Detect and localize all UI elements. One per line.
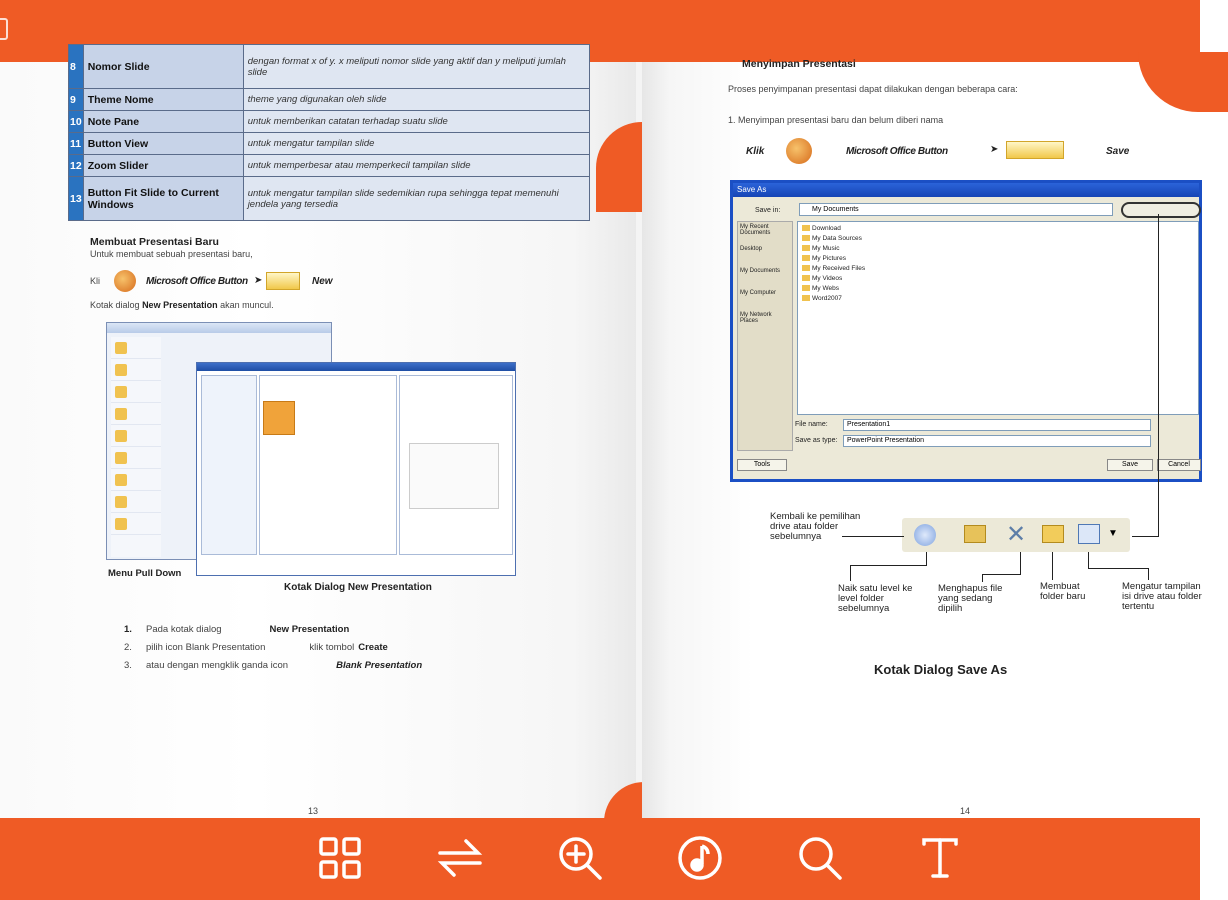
table-cell-name: Nomor Slide	[83, 45, 243, 89]
menu-item	[111, 491, 161, 513]
bottom-toolbar	[0, 818, 1200, 900]
left-page[interactable]	[0, 55, 636, 818]
connector-line	[1020, 552, 1021, 574]
place-item[interactable]: My Recent Documents	[740, 224, 771, 236]
page-number: 13	[308, 806, 319, 816]
step-item: 1. Pada kotak dialog New Presentation	[124, 624, 350, 635]
folder-item[interactable]: My Music	[802, 244, 1194, 254]
up-folder-icon	[964, 525, 986, 543]
save-in-label: Save in:	[755, 207, 781, 214]
section-title: Menyimpan Presentasi	[742, 58, 856, 70]
delete-icon: ✕	[1006, 521, 1027, 548]
cancel-button[interactable]: Cancel	[1157, 459, 1201, 471]
menu-item	[111, 425, 161, 447]
callout-newfolder: Membuat folder baru	[1040, 581, 1086, 602]
table-cell-name: Theme Nome	[83, 89, 243, 111]
caption-menu: Menu Pull Down	[108, 568, 182, 579]
file-name-field[interactable]: Presentation1	[843, 419, 1151, 431]
instruction-row	[90, 270, 350, 294]
callout-back: Kembali ke pemilihan drive atau folder sebelumnya	[770, 511, 861, 542]
search-icon	[796, 834, 844, 882]
section-title: Membuat Presentasi Baru	[90, 236, 219, 248]
connector-line	[982, 574, 1021, 575]
table-row	[69, 89, 590, 111]
folder-item[interactable]: My Data Sources	[802, 234, 1194, 244]
flipbook	[0, 55, 1202, 818]
zoom-in-icon	[556, 834, 604, 882]
new-button-icon	[266, 272, 300, 290]
folder-icon	[802, 295, 810, 301]
tools-button[interactable]: Tools	[737, 459, 787, 471]
office-button-icon	[114, 270, 136, 292]
menu-item	[111, 513, 161, 535]
office-button-label: Microsoft Office Button	[846, 146, 948, 157]
page-decoration	[596, 122, 642, 212]
back-icon	[914, 524, 936, 546]
klik-label: Kli	[90, 276, 101, 286]
folder-item[interactable]: Word2007	[802, 294, 1194, 304]
save-in-select[interactable]: My Documents	[799, 203, 1113, 216]
connector-line	[1088, 568, 1148, 569]
arrow-icon: ➤	[254, 275, 263, 286]
menu-item	[111, 469, 161, 491]
caption-dialog: Kotak Dialog New Presentation	[284, 582, 432, 593]
connector-line	[1158, 214, 1159, 536]
callout-views: Mengatur tampilan isi drive atau folder tertentu	[1122, 581, 1202, 612]
chevron-down-icon: ▼	[1108, 528, 1118, 539]
table-cell-name: Zoom Slider	[83, 155, 243, 177]
table-cell-name: Button View	[83, 133, 243, 155]
table-cell-desc: dengan format x of y. x meliputi nomor slide yang aktif dan y meliputi jumlah slide	[243, 45, 589, 89]
dialog-text: Kotak dialog New Presentation akan muncul.	[90, 300, 274, 310]
table-cell-desc: untuk memberikan catatan terhadap suatu slide	[243, 111, 589, 133]
menu-item	[111, 337, 161, 359]
menu-item	[111, 447, 161, 469]
page-decoration	[1138, 52, 1228, 112]
connector-line	[842, 536, 904, 537]
table-cell-num: 9	[69, 89, 84, 111]
connector-line	[1052, 552, 1053, 580]
save-type-label: Save as type:	[795, 437, 838, 444]
folder-icon	[802, 235, 810, 241]
table-row	[69, 45, 590, 89]
table-cell-num: 8	[69, 45, 84, 89]
menu-item	[111, 359, 161, 381]
folder-icon	[802, 225, 810, 231]
page-decoration	[604, 782, 644, 822]
table-row	[69, 133, 590, 155]
table-cell-desc: theme yang digunakan oleh slide	[243, 89, 589, 111]
app-logo-icon[interactable]	[0, 18, 8, 40]
feature-table	[68, 44, 590, 221]
table-cell-num: 10	[69, 111, 84, 133]
music-button[interactable]	[674, 832, 726, 884]
table-cell-desc: untuk memperbesar atau memperkecil tampilan slide	[243, 155, 589, 177]
table-cell-name: Button Fit Slide to Current Windows	[83, 177, 243, 221]
place-item[interactable]: Desktop	[740, 246, 763, 252]
step-item: 3. atau dengan mengklik ganda icon Blank Presentation	[124, 660, 423, 671]
table-row	[69, 155, 590, 177]
save-type-select[interactable]: PowerPoint Presentation	[843, 435, 1151, 447]
save-label: Save	[1106, 146, 1130, 157]
dialog-toolbar	[1121, 202, 1201, 218]
folder-icon	[802, 245, 810, 251]
office-button-label: Microsoft Office Button	[146, 276, 248, 287]
page-flip-icon	[436, 835, 484, 881]
table-cell-num: 13	[69, 177, 84, 221]
connector-line	[1088, 552, 1089, 568]
connector-line	[850, 565, 927, 566]
zoom-in-button[interactable]	[554, 832, 606, 884]
zoomed-toolbar	[902, 518, 1130, 552]
klik-label: Klik	[746, 146, 765, 157]
search-button[interactable]	[794, 832, 846, 884]
folder-item[interactable]: My Videos	[802, 274, 1194, 284]
callout-delete: Menghapus file yang sedang dipilih	[938, 583, 1003, 614]
folder-icon	[802, 265, 810, 271]
page-flip-button[interactable]	[434, 832, 486, 884]
page-number: 14	[960, 806, 971, 816]
folder-icon	[802, 275, 810, 281]
place-item[interactable]: My Network Places	[740, 312, 772, 324]
callout-up: Naik satu level ke level folder sebelumnya	[838, 583, 913, 614]
intro-text: Untuk membuat sebuah presentasi baru,	[90, 249, 253, 259]
connector-line	[1132, 536, 1159, 537]
table-cell-num: 12	[69, 155, 84, 177]
folder-icon	[802, 255, 810, 261]
new-label: New	[312, 276, 333, 287]
arrow-icon: ➤	[990, 144, 999, 155]
caption-save-as: Kotak Dialog Save As	[874, 662, 1008, 677]
connector-line	[1148, 568, 1149, 580]
connector-line	[850, 565, 851, 581]
menu-item	[111, 403, 161, 425]
right-page[interactable]	[642, 58, 1202, 818]
save-button-icon	[1006, 141, 1064, 159]
save-button[interactable]: Save	[1107, 459, 1153, 471]
place-item[interactable]: My Documents	[740, 268, 781, 274]
table-row	[69, 177, 590, 221]
place-item[interactable]: My Computer	[740, 290, 777, 296]
file-name-label: File name:	[795, 421, 828, 428]
instruction-row	[746, 138, 1146, 164]
music-icon	[676, 834, 724, 882]
views-icon	[1078, 524, 1100, 544]
steps-list	[124, 624, 504, 678]
table-cell-name: Note Pane	[83, 111, 243, 133]
table-cell-num: 11	[69, 133, 84, 155]
folder-item[interactable]: My Webs	[802, 284, 1194, 294]
office-button-icon	[786, 138, 812, 164]
new-folder-icon	[1042, 525, 1064, 543]
folder-icon	[802, 285, 810, 291]
intro-text: Proses penyimpanan presentasi dapat dilakukan dengan beberapa cara:	[728, 84, 1018, 94]
save-as-dialog	[730, 180, 1202, 482]
table-row	[69, 111, 590, 133]
item-1: 1. Menyimpan presentasi baru dan belum diberi nama	[728, 115, 944, 125]
folder-item[interactable]: My Pictures	[802, 254, 1194, 264]
text-button[interactable]	[914, 832, 966, 884]
menu-item	[111, 381, 161, 403]
folder-item[interactable]: My Received Files	[802, 264, 1194, 274]
table-cell-desc: untuk mengatur tampilan slide sedemikian rupa sehingga tepat memenuhi jendela yang tersedia	[243, 177, 589, 221]
table-cell-desc: untuk mengatur tampilan slide	[243, 133, 589, 155]
connector-line	[926, 552, 927, 566]
connector-line	[982, 574, 983, 582]
folder-item[interactable]: Download	[802, 224, 1194, 234]
thumbnails-button[interactable]	[314, 832, 366, 884]
new-presentation-screenshot	[196, 362, 516, 576]
text-icon	[916, 834, 964, 882]
thumbnails-icon	[317, 835, 363, 881]
dialog-title: Save As	[733, 183, 1199, 197]
step-item: 2. pilih icon Blank Presentation klik tombol Create	[124, 642, 388, 653]
